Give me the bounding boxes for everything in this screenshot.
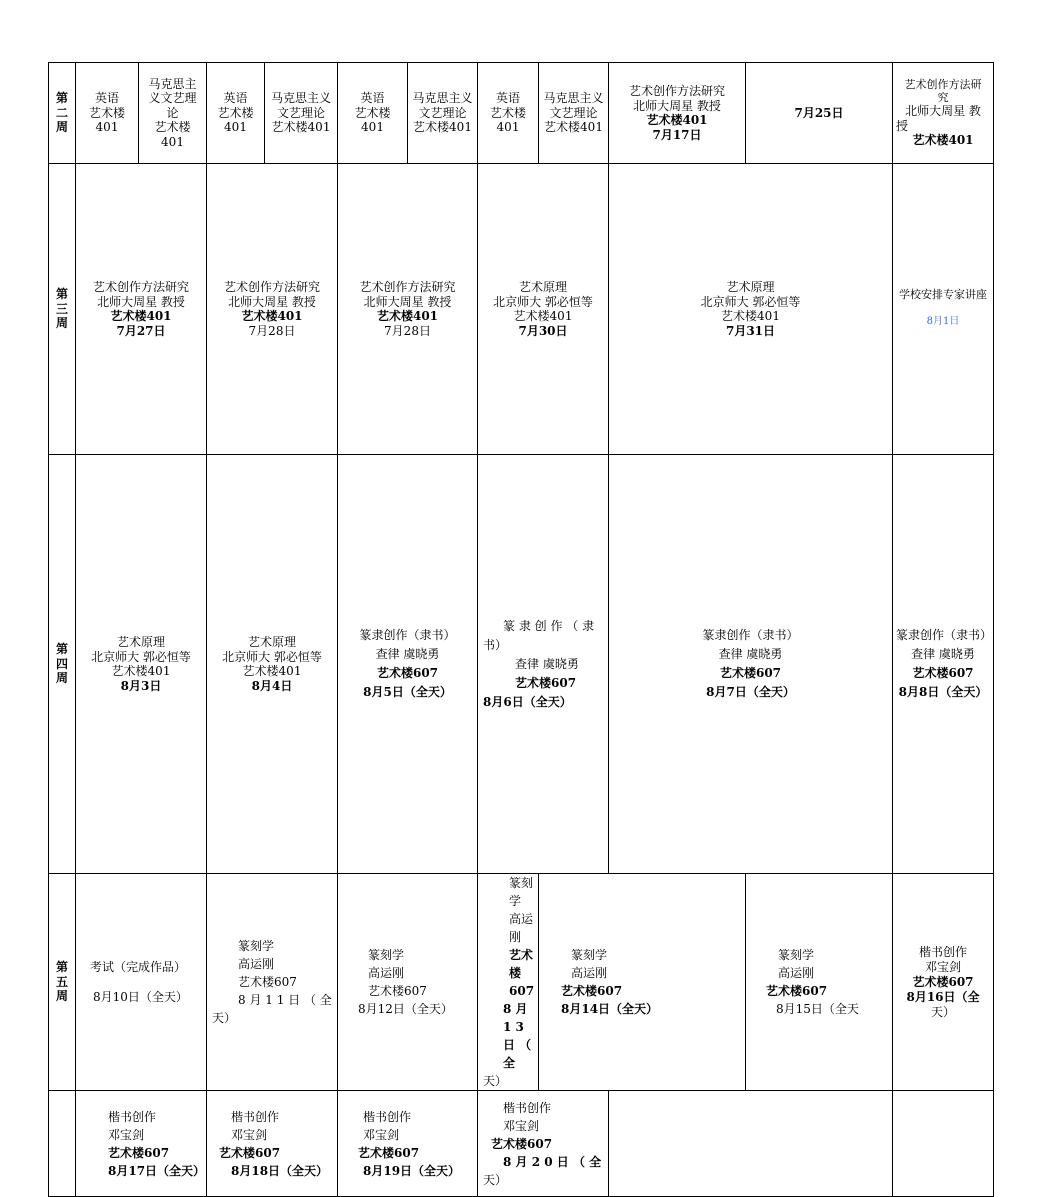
schedule-cell: 马克思主义 文艺理论 艺术楼401	[265, 63, 338, 164]
schedule-cell: 艺术创作方法研究 北师大周星 教授 艺术楼401 7月27日	[76, 164, 207, 455]
schedule-cell: 艺术原理 北京师大 郭必恒等 艺术楼401 7月30日	[478, 164, 609, 455]
schedule-cell: 马克思主义 文艺理论 艺术楼401	[539, 63, 609, 164]
schedule-cell: 篆刻学 高运刚 艺术楼607 8月14日（全天）	[539, 874, 746, 1091]
schedule-cell: 篆隶创作（隶书） 查律 虞晓勇 艺术楼607 8月8日（全天）	[893, 455, 994, 874]
schedule-cell: 艺术创作方法研究 北师大周星 教授 艺术楼401 7月28日	[207, 164, 338, 455]
schedule-cell: 考试（完成作品） 8月10日（全天）	[76, 874, 207, 1091]
schedule-cell: 英语 艺术楼 401	[76, 63, 139, 164]
empty-cell	[609, 1091, 893, 1197]
week-label: 第 三 周	[49, 164, 76, 455]
table-row	[49, 63, 994, 164]
schedule-cell: 篆刻学 高运刚 艺术楼607 8月15日（全天	[746, 874, 893, 1091]
schedule-cell: 艺术原理 北京师大 郭必恒等 艺术楼401 8月3日	[76, 455, 207, 874]
schedule-cell: 学校安排专家讲座 8月1日	[893, 164, 994, 455]
schedule-cell: 篆隶创作（隶书） 查律 虞晓勇 艺术楼607 8月5日（全天）	[338, 455, 478, 874]
schedule-cell: 篆 隶 创 作 （ 隶 书） 查律 虞晓勇 艺术楼607 8月6日（全天）	[478, 455, 609, 874]
schedule-cell: 马克思主义 文艺理论 艺术楼401	[408, 63, 478, 164]
week-label: 第 五 周	[49, 874, 76, 1091]
schedule-cell: 楷书创作 邓宝剑 艺术楼607 8月18日（全天）	[207, 1091, 338, 1197]
schedule-cell: 马克思主 义文艺理 论 艺术楼 401	[139, 63, 207, 164]
table-row	[49, 874, 994, 1091]
week-label	[49, 1091, 76, 1197]
schedule-cell: 7月25日	[746, 63, 893, 164]
schedule-cell: 艺术原理 北京师大 郭必恒等 艺术楼401 7月31日	[609, 164, 893, 455]
schedule-cell: 篆隶创作（隶书） 查律 虞晓勇 艺术楼607 8月7日（全天）	[609, 455, 893, 874]
schedule-cell: 艺术原理 北京师大 郭必恒等 艺术楼401 8月4日	[207, 455, 338, 874]
table-row	[49, 455, 994, 874]
schedule-cell: 楷书创作 邓宝剑 艺术楼607 8 月 2 0 日 （ 全 天）	[478, 1091, 609, 1197]
schedule-cell: 艺术创作方法研究 北师大周星 教授 艺术楼401 7月28日	[338, 164, 478, 455]
schedule-cell: 英语 艺术楼 401	[478, 63, 539, 164]
schedule-cell: 英语 艺术楼 401	[207, 63, 265, 164]
schedule-cell: 楷书创作 邓宝剑 艺术楼607 8月19日（全天）	[338, 1091, 478, 1197]
empty-cell	[893, 1091, 994, 1197]
schedule-table	[48, 62, 994, 1197]
schedule-cell: 英语 艺术楼 401	[338, 63, 408, 164]
table-row	[49, 164, 994, 455]
schedule-cell: 篆刻学 高运刚 艺术楼607 8 月 1 3 日 （ 全 天）	[478, 874, 539, 1091]
schedule-cell: 艺术创作方法研 究 北师大周星 教 授 艺术楼401	[893, 63, 994, 164]
schedule-cell: 楷书创作 邓宝剑 艺术楼607 8月16日（全 天）	[893, 874, 994, 1091]
schedule-cell: 篆刻学 高运刚 艺术楼607 8月12日（全天）	[338, 874, 478, 1091]
table-row	[49, 1091, 994, 1197]
schedule-cell: 楷书创作 邓宝剑 艺术楼607 8月17日（全天）	[76, 1091, 207, 1197]
schedule-cell: 篆刻学 高运刚 艺术楼607 8 月 1 1 日 （ 全 天）	[207, 874, 338, 1091]
week-label: 第 四 周	[49, 455, 76, 874]
schedule-cell: 艺术创作方法研究 北师大周星 教授 艺术楼401 7月17日	[609, 63, 746, 164]
week-label: 第 二 周	[49, 63, 76, 164]
